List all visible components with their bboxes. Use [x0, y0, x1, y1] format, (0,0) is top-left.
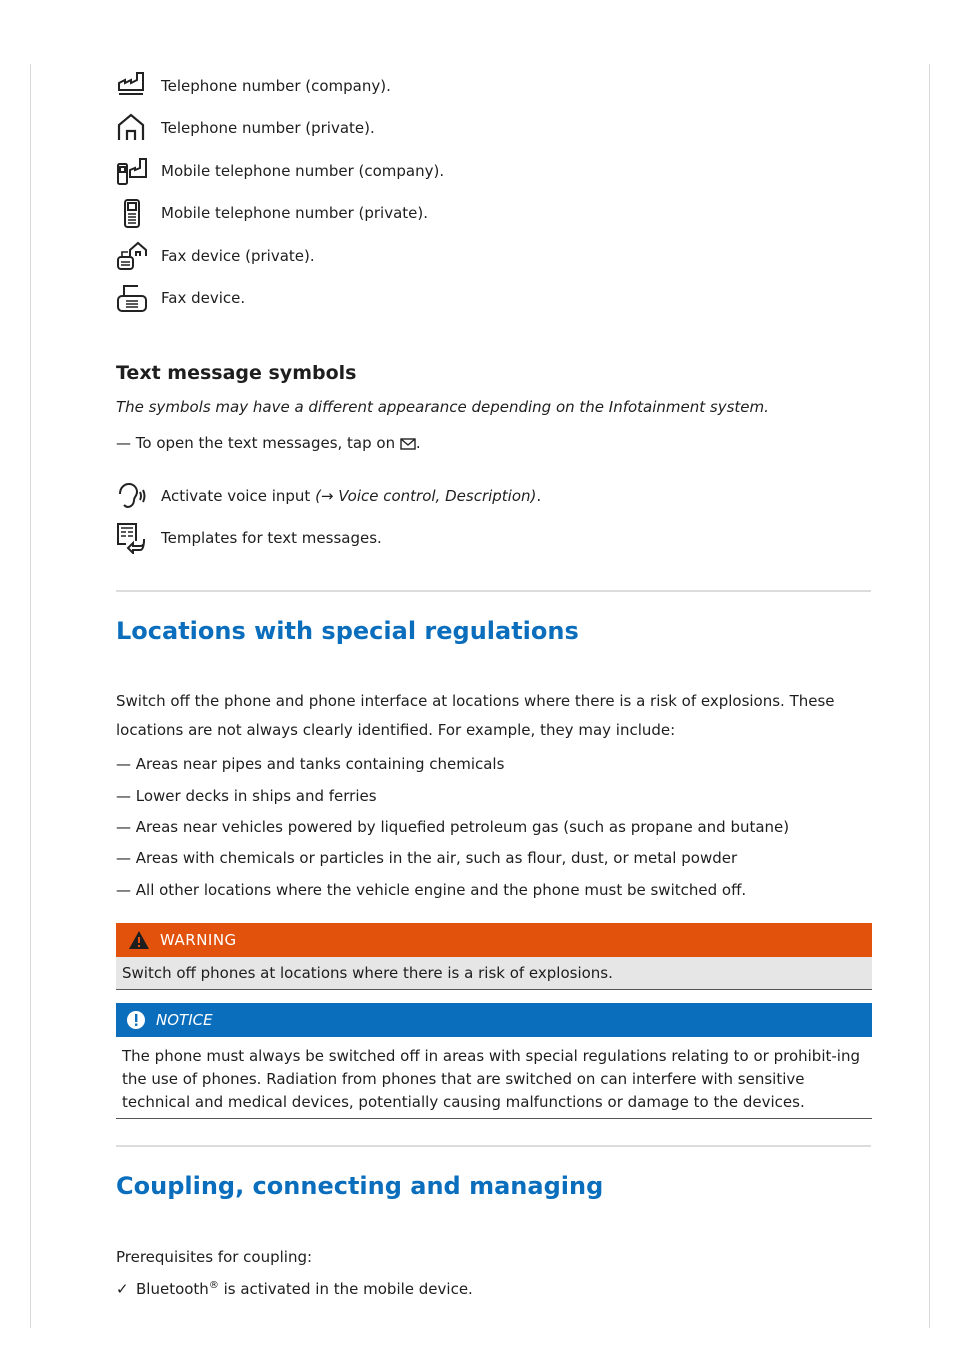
list-item-label: Telephone number (company). [161, 77, 391, 95]
notice-body: The phone must always be switched off in areas with special regulations relating to or prohibit-ing the use of phones. Radiation from phones that are switched on can interfere with sensitive technical and medical devices, potentially causing malfunctions or damage to the devices. [116, 1037, 872, 1119]
list-item: — All other locations where the vehicle engine and the phone must be switched off. [116, 881, 747, 899]
warning-triangle-icon [128, 930, 150, 950]
list-item-label: Telephone number (private). [161, 119, 375, 137]
check-mark-icon: ✓ [116, 1280, 129, 1298]
list-item-label [161, 487, 541, 505]
section-intro: The symbols may have a different appearance depending on the Infotainment system. [116, 398, 769, 416]
prerequisite-text-a: Bluetooth [136, 1280, 209, 1298]
step-suffix: . [415, 434, 421, 452]
prerequisite-text-b: is activated in the mobile device. [218, 1280, 473, 1298]
envelope-icon [400, 436, 416, 448]
section-divider [116, 1145, 871, 1147]
warning-body [116, 957, 872, 990]
prerequisite-item [116, 1280, 473, 1298]
list-item-home-fax [116, 238, 315, 274]
list-item: — Areas near vehicles powered by liquefied petroleum gas (such as propane and butane) [116, 818, 790, 836]
list-item-label: Templates for text messages. [161, 529, 382, 547]
list-item-templates [116, 520, 382, 556]
step-text: — To open the text messages, tap on [116, 434, 396, 452]
section-heading-coupling: Coupling, connecting and managing [116, 1172, 604, 1200]
list-item: — Areas near pipes and tanks containing chemicals [116, 755, 505, 773]
list-item-label: Mobile telephone number (private). [161, 204, 429, 222]
list-item-fax [116, 280, 246, 316]
list-item-company-mobile [116, 153, 445, 189]
list-item: — Areas with chemicals or particles in the air, such as flour, dust, or metal powder [116, 849, 738, 867]
warning-label: WARNING [160, 931, 237, 949]
warning-header [116, 923, 872, 957]
voice-input-suffix: . [536, 487, 542, 505]
cross-reference-link[interactable]: (→ Voice control, Description) [315, 487, 537, 505]
list-item-company-phone [116, 68, 391, 104]
registered-mark: ® [208, 1280, 219, 1291]
fax-icon [116, 282, 148, 314]
home-phone-icon [116, 112, 148, 144]
company-phone-icon [116, 70, 148, 102]
list-item-voice-input [116, 478, 542, 514]
home-fax-icon [116, 240, 148, 272]
notice-header [116, 1003, 872, 1037]
notice-exclamation-icon [126, 1010, 146, 1030]
left-margin-line [30, 64, 31, 1328]
voice-input-text: Activate voice input [161, 487, 311, 505]
step-open-text-messages [116, 434, 421, 452]
list-item-label: Mobile telephone number (company). [161, 162, 445, 180]
right-margin-line [929, 64, 930, 1328]
warning-text: Switch off phones at locations where there is a risk of explosions. [122, 964, 613, 982]
voice-input-icon [116, 480, 148, 512]
section-heading-text-message-symbols: Text message symbols [116, 362, 357, 384]
templates-icon [116, 522, 148, 554]
list-item-mobile [116, 195, 429, 231]
section-heading-locations: Locations with special regulations [116, 617, 579, 645]
prerequisites-label: Prerequisites for coupling: [116, 1248, 313, 1266]
notice-label: NOTICE [156, 1011, 213, 1029]
list-item-label: Fax device. [161, 289, 246, 307]
company-mobile-icon [116, 155, 148, 187]
list-item-home-phone [116, 110, 375, 146]
section-divider [116, 590, 871, 592]
mobile-icon [116, 197, 148, 229]
locations-paragraph: Switch off the phone and phone interface at locations where there is a risk of explosions. These locations are not always clearly identified. For example, they may include: [116, 692, 835, 739]
list-item-label: Fax device (private). [161, 247, 315, 265]
list-item: — Lower decks in ships and ferries [116, 787, 377, 805]
